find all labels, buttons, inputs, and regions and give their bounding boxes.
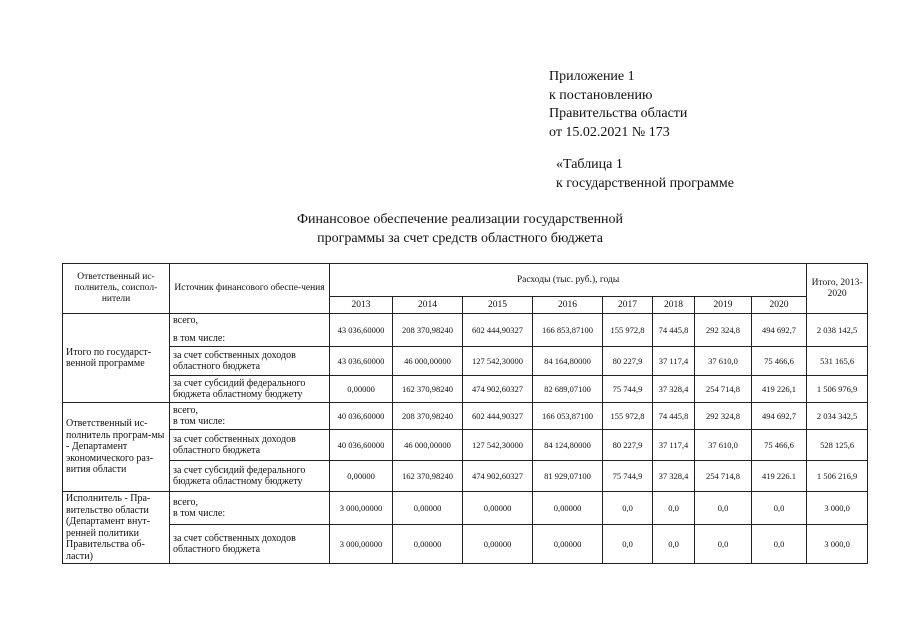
executor-cell: Ответственный ис-полнитель програм-мы - Департамент экономического раз-вития области	[63, 403, 170, 492]
appendix-line-2: к постановлению	[549, 87, 653, 103]
value-cell: 166 853,87100	[533, 314, 603, 347]
value-cell: 0,0	[695, 492, 752, 525]
value-cell: 43 036,60000	[330, 314, 393, 347]
value-cell: 37 117,4	[653, 430, 695, 461]
source-cell: за счет собственных доходов областного бюджета	[170, 430, 330, 461]
source-cell	[170, 403, 330, 430]
value-cell: 75 466,6	[752, 430, 807, 461]
value-cell: 46 000,00000	[393, 347, 463, 376]
value-cell: 0,00000	[330, 461, 393, 492]
value-cell: 75 744,9	[603, 461, 653, 492]
value-cell: 0,00000	[463, 525, 533, 564]
header-year: 2017	[603, 297, 653, 314]
appendix-line-3: Правительства области	[549, 106, 688, 121]
total-cell: 2 034 342,5	[807, 403, 868, 430]
value-cell: 80 227,9	[603, 347, 653, 376]
source-cell	[170, 314, 330, 347]
value-cell: 162 370,98240	[393, 376, 463, 403]
value-cell: 37 328,4	[653, 461, 695, 492]
value-cell: 84 164,80000	[533, 347, 603, 376]
value-cell: 155 972,8	[603, 314, 653, 347]
value-cell: 292 324,8	[695, 314, 752, 347]
value-cell: 0,00000	[393, 525, 463, 564]
value-cell: 0,00000	[330, 376, 393, 403]
source-sublabel: в том числе:	[173, 508, 226, 519]
header-year: 2013	[330, 297, 393, 314]
table-reference	[556, 156, 734, 193]
value-cell: 0,0	[653, 492, 695, 525]
value-cell: 74 445,8	[653, 314, 695, 347]
total-cell: 3 000,0	[807, 525, 868, 564]
source-label: всего,	[173, 404, 199, 416]
value-cell: 75 744,9	[603, 376, 653, 403]
value-cell: 0,0	[695, 525, 752, 564]
total-cell: 1 506 976,9	[807, 376, 868, 403]
value-cell: 0,0	[603, 492, 653, 525]
header-year: 2018	[653, 297, 695, 314]
value-cell: 602 444,90327	[463, 314, 533, 347]
header-year: 2019	[695, 297, 752, 314]
value-cell: 602 444,90327	[463, 403, 533, 430]
value-cell: 494 692,7	[752, 403, 807, 430]
value-cell: 0,00000	[533, 525, 603, 564]
value-cell: 3 000,00000	[330, 492, 393, 525]
total-cell: 531 165,6	[807, 347, 868, 376]
appendix-heading	[549, 68, 687, 142]
value-cell: 162 370,98240	[393, 461, 463, 492]
value-cell: 0,0	[653, 525, 695, 564]
table-row	[63, 376, 868, 403]
total-cell: 528 125,6	[807, 430, 868, 461]
table-row	[63, 314, 868, 347]
value-cell: 166 053,87100	[533, 403, 603, 430]
value-cell: 0,0	[752, 525, 807, 564]
value-cell: 37 328,4	[653, 376, 695, 403]
value-cell: 84 124,80000	[533, 430, 603, 461]
value-cell: 0,0	[603, 525, 653, 564]
source-label: всего,	[173, 315, 199, 326]
value-cell: 81 929,07100	[533, 461, 603, 492]
source-sublabel: в том числе:	[173, 416, 226, 427]
value-cell: 0,00000	[393, 492, 463, 525]
value-cell: 46 000,00000	[393, 430, 463, 461]
value-cell: 80 227,9	[603, 430, 653, 461]
header-year: 2020	[752, 297, 807, 314]
header-year: 2014	[393, 297, 463, 314]
source-cell: за счет субсидий федерального бюджета областному бюджету	[170, 376, 330, 403]
title-line-2: программы за счет средств областного бюджета	[317, 231, 603, 246]
header-row	[63, 264, 868, 297]
value-cell: 43 036,60000	[330, 347, 393, 376]
value-cell: 292 324,8	[695, 403, 752, 430]
value-cell: 40 036,60000	[330, 403, 393, 430]
title-line-1: Финансовое обеспечение реализации государственной	[296, 212, 624, 227]
source-label: всего,	[173, 496, 199, 508]
source-cell: за счет собственных доходов областного бюджета	[170, 347, 330, 376]
value-cell: 127 542,30000	[463, 347, 533, 376]
value-cell: 474 902,60327	[463, 461, 533, 492]
total-cell: 2 038 142,5	[807, 314, 868, 347]
value-cell: 0,00000	[533, 492, 603, 525]
header-total: Итого, 2013-2020	[807, 264, 868, 314]
table-row	[63, 461, 868, 492]
header-source: Источник финансового обеспе-чения	[170, 264, 330, 314]
source-cell: за счет собственных доходов областного бюджета	[170, 525, 330, 564]
total-cell: 3 000,0	[807, 492, 868, 525]
value-cell: 3 000,00000	[330, 525, 393, 564]
value-cell: 419 226,1	[752, 376, 807, 403]
source-cell	[170, 492, 330, 525]
appendix-line-4: от 15.02.2021 № 173	[549, 124, 670, 140]
value-cell: 37 117,4	[653, 347, 695, 376]
value-cell: 254 714,8	[695, 376, 752, 403]
header-expenses: Расходы (тыс. руб.), годы	[330, 264, 807, 297]
header-executor: Ответственный ис-полнитель, соиспол-нители	[63, 264, 170, 314]
value-cell: 254 714,8	[695, 461, 752, 492]
document-title	[250, 210, 670, 248]
value-cell: 82 689,07100	[533, 376, 603, 403]
header-year: 2016	[533, 297, 603, 314]
total-cell: 1 506 216,9	[807, 461, 868, 492]
table-ref-line-2: к государственной программе	[556, 175, 734, 191]
executor-cell: Итого по государст-венной программе	[63, 314, 170, 403]
value-cell: 37 610,0	[695, 347, 752, 376]
value-cell: 0,0	[752, 492, 807, 525]
value-cell: 127 542,30000	[463, 430, 533, 461]
value-cell: 40 036,60000	[330, 430, 393, 461]
value-cell: 0,00000	[463, 492, 533, 525]
table-row	[63, 403, 868, 430]
appendix-line-1: Приложение 1	[549, 69, 635, 84]
table-ref-line-1: «Таблица 1	[556, 157, 623, 172]
table-row	[63, 525, 868, 564]
table-row	[63, 492, 868, 525]
value-cell: 74 445,8	[653, 403, 695, 430]
financing-table	[62, 263, 868, 564]
value-cell: 208 370,98240	[393, 314, 463, 347]
table-row	[63, 430, 868, 461]
value-cell: 419 226.1	[752, 461, 807, 492]
table-row	[63, 347, 868, 376]
executor-cell: Исполнитель - Пра-вительство области (Департамент внут-ренней политики Правительства об-ласти)	[63, 492, 170, 564]
value-cell: 494 692,7	[752, 314, 807, 347]
header-year: 2015	[463, 297, 533, 314]
value-cell: 208 370,98240	[393, 403, 463, 430]
value-cell: 474 902,60327	[463, 376, 533, 403]
value-cell: 37 610,0	[695, 430, 752, 461]
value-cell: 75 466,6	[752, 347, 807, 376]
source-sublabel: в том числе:	[173, 332, 226, 344]
source-cell: за счет субсидий федерального бюджета областному бюджету	[170, 461, 330, 492]
value-cell: 155 972,8	[603, 403, 653, 430]
